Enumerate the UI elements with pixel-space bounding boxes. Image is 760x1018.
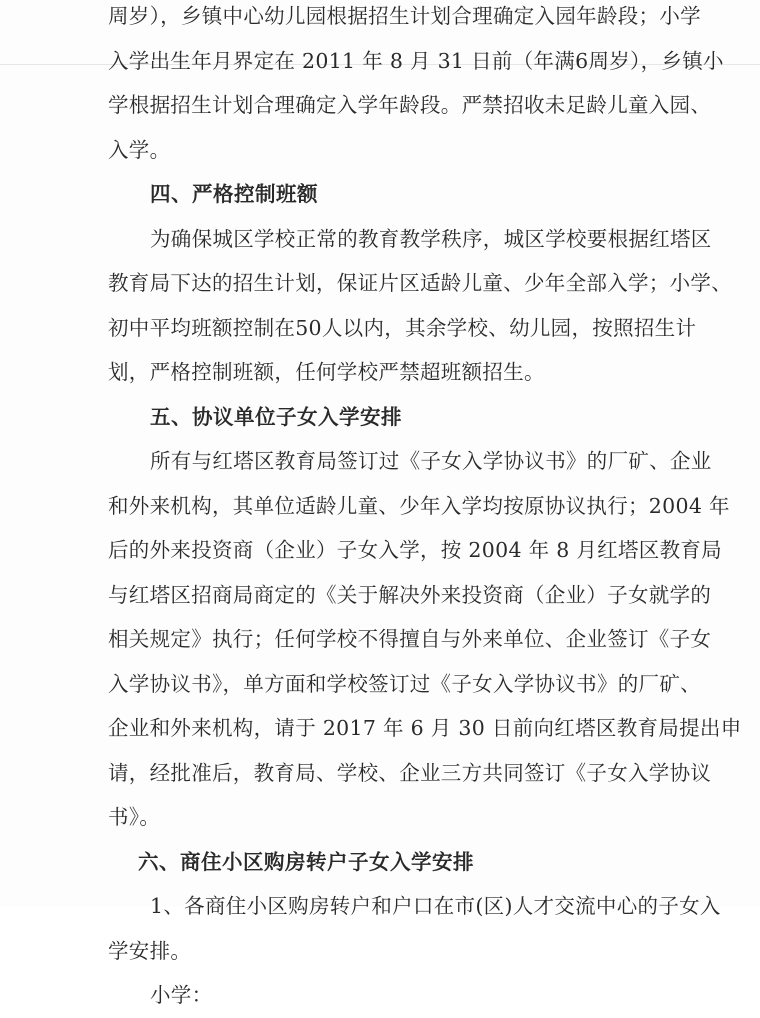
text-line: 与红塔区招商局商定的《关于解决外来投资商（企业）子女就学的 — [108, 582, 712, 607]
sub-label-primary-school: 小学： — [150, 983, 213, 1007]
text-line: 相关规定》执行；任何学校不得擅自与外来单位、企业签订《子女 — [108, 627, 712, 651]
text-line: 和外来机构，其单位适龄儿童、少年入学均按原协议执行；2004 年 — [108, 493, 730, 518]
document-body — [108, 0, 742, 1018]
text-line: 入学。 — [108, 137, 171, 162]
text-line: 教育局下达的招生计划，保证片区适龄儿童、少年全部入学；小学、 — [108, 271, 732, 295]
text-line: 学根据招生计划合理确定入学年龄段。严禁招收未足龄儿童入园、 — [108, 93, 712, 117]
section-heading-4: 四、严格控制班额 — [150, 182, 318, 206]
text-line: 划，严格控制班额，任何学校严禁超班额招生。 — [108, 360, 545, 384]
text-line: 书》。 — [108, 805, 161, 829]
section-heading-5: 五、协议单位子女入学安排 — [150, 404, 402, 429]
text-line: 入学出生年月界定在 2011 年 8 月 31 日前（年满6周岁），乡镇小 — [108, 48, 724, 73]
text-line: 周岁），乡镇中心幼儿园根据招生计划合理确定入园年龄段；小学 — [108, 4, 701, 28]
text-line: 请，经批准后，教育局、学校、企业三方共同签订《子女入学协议 — [108, 760, 712, 785]
text-line: 学安排。 — [108, 938, 192, 963]
text-line: 初中平均班额控制在50人以内，其余学校、幼儿园，按照招生计 — [108, 315, 697, 340]
text-line: 1、各商住小区购房转户和户口在市(区)人才交流中心的子女入 — [150, 894, 721, 918]
text-line: 为确保城区学校正常的教育教学秩序，城区学校要根据红塔区 — [150, 226, 712, 251]
text-line: 企业和外来机构，请于 2017 年 6 月 30 日前向红塔区教育局提出申 — [108, 716, 742, 740]
section-heading-6: 六、商住小区购房转户子女入学安排 — [138, 849, 474, 874]
text-line: 所有与红塔区教育局签订过《子女入学协议书》的厂矿、企业 — [150, 449, 712, 473]
text-line: 后的外来投资商（企业）子女入学，按 2004 年 8 月红塔区教育局 — [108, 538, 722, 562]
text-line: 入学协议书》，单方面和学校签订过《子女入学协议书》的厂矿、 — [108, 671, 701, 696]
